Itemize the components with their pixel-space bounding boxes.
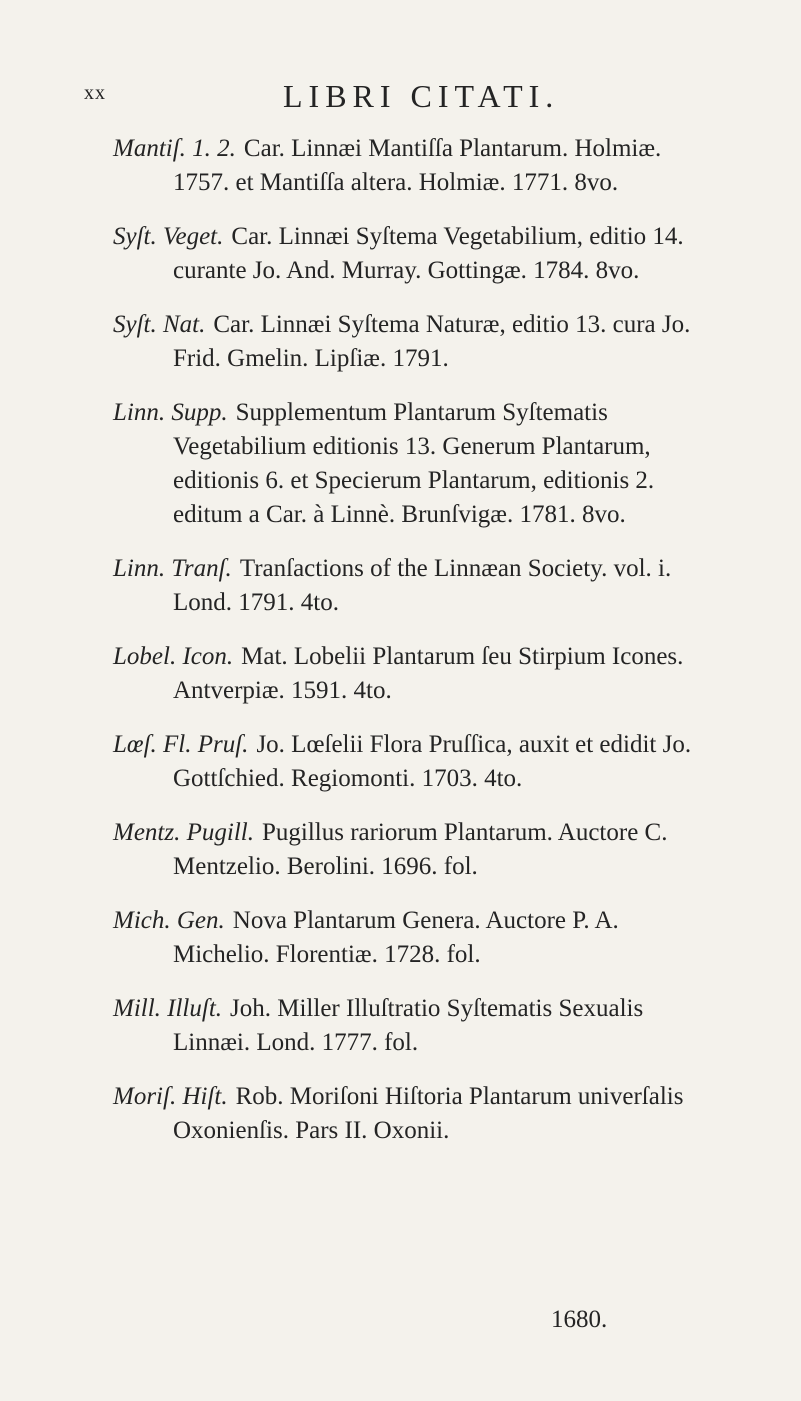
entry-abbreviation: Syſt. Veget. <box>113 223 224 250</box>
bibliography-entry <box>113 552 713 620</box>
bibliography-entry <box>113 396 713 532</box>
entry-abbreviation: Syſt. Nat. <box>113 311 206 338</box>
entry-text: Jo. Lœſelii Flora Pruſſica, auxit et edidit Jo. Gottſchied. Regiomonti. 1703. 4to. <box>173 731 692 792</box>
entry-abbreviation: Moriſ. Hiſt. <box>113 1083 228 1110</box>
entry-text: Car. Linnæi Syſtema Naturæ, editio 13. cura Jo. Frid. Gmelin. Lipſiæ. 1791. <box>173 311 691 372</box>
entry-abbreviation: Mantiſ. 1. 2. <box>113 135 236 162</box>
entry-abbreviation: Mentz. Pugill. <box>113 819 254 846</box>
bibliography-entry <box>113 132 713 200</box>
bibliography-entry <box>113 308 713 376</box>
bibliography-entry <box>113 640 713 708</box>
entry-text: Tranſactions of the Linnæan Society. vol. i. Lond. 1791. 4to. <box>173 555 672 616</box>
page-number: xx <box>84 82 106 104</box>
bibliography-entry <box>113 728 713 796</box>
entry-text: Joh. Miller Illuſtratio Syſtematis Sexualis Linnæi. Lond. 1777. fol. <box>173 995 644 1056</box>
entry-abbreviation: Linn. Supp. <box>113 399 228 426</box>
entry-text: Rob. Moriſoni Hiſtoria Plantarum univerſalis Oxonienſis. Pars II. Oxonii. <box>173 1083 684 1144</box>
page-header <box>0 78 801 118</box>
entry-abbreviation: Linn. Tranſ. <box>113 555 232 582</box>
trailing-year: 1680. <box>551 1306 608 1333</box>
bibliography-entry <box>113 904 713 972</box>
entry-text: Mat. Lobelii Plantarum ſeu Stirpium Icones. Antverpiæ. 1591. 4to. <box>173 643 684 704</box>
entry-text: Car. Linnæi Syſtema Vegetabilium, editio 14. curante Jo. And. Murray. Gottingæ. 1784. 8vo. <box>173 223 684 284</box>
entry-abbreviation: Mich. Gen. <box>113 907 225 934</box>
bibliography-entry <box>113 816 713 884</box>
entry-text: Supplementum Plantarum Syſtematis Vegetabilium editionis 13. Generum Plantarum, editionis 6. et Specierum Plantarum, editionis 2. editum a Car. à Linnè. Brunſvigæ. 1781. 8vo. <box>173 399 655 528</box>
running-head: LIBRI CITATI. <box>283 78 560 114</box>
bibliography-entry <box>113 220 713 288</box>
entry-text: Nova Plantarum Genera. Auctore P. A. Michelio. Florentiæ. 1728. fol. <box>173 907 619 968</box>
entry-text: Pugillus rariorum Plantarum. Auctore C. Mentzelio. Berolini. 1696. fol. <box>173 819 668 880</box>
bibliography-list <box>113 132 713 1168</box>
bibliography-entry <box>113 992 713 1060</box>
entry-abbreviation: Lœſ. Fl. Pruſ. <box>113 731 249 758</box>
entry-abbreviation: Mill. Illuſt. <box>113 995 223 1022</box>
bibliography-entry <box>113 1080 713 1148</box>
entry-text: Car. Linnæi Mantiſſa Plantarum. Holmiæ. 1757. et Mantiſſa altera. Holmiæ. 1771. 8vo. <box>173 135 662 196</box>
entry-abbreviation: Lobel. Icon. <box>113 643 234 670</box>
